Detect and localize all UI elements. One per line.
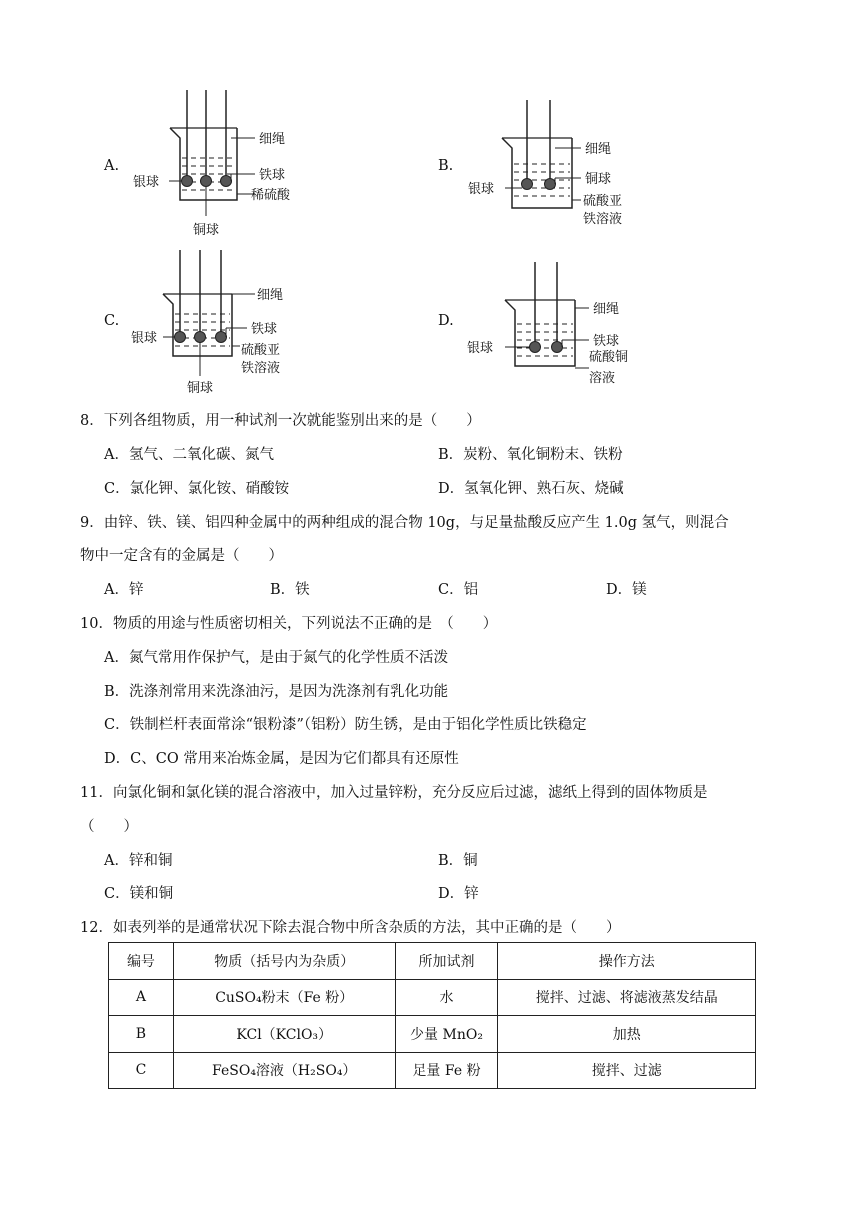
q7-option-b-label[interactable]: B. bbox=[438, 158, 454, 174]
q8-option-c[interactable]: C．氯化钾、氯化铵、硝酸铵 bbox=[104, 481, 290, 497]
q10-stem: 10．物质的用途与性质密切相关，下列说法不正确的是 （ ） bbox=[80, 616, 498, 632]
table-header-cell: 操作方法 bbox=[498, 943, 756, 980]
table-header-cell: 物质（括号内为杂质） bbox=[173, 943, 395, 980]
table-header-cell: 编号 bbox=[109, 943, 174, 980]
q7c-fig-label-copper: 铜球 bbox=[187, 381, 214, 396]
table-row bbox=[109, 1016, 756, 1053]
table-header-row bbox=[109, 943, 756, 980]
q8-stem: 8．下列各组物质，用一种试剂一次就能鉴别出来的是（ ） bbox=[80, 413, 481, 429]
table-row bbox=[109, 1052, 756, 1089]
q9-option-c[interactable]: C．铝 bbox=[438, 582, 479, 598]
q7a-fig-label-string: 细绳 bbox=[259, 132, 286, 147]
q11-option-c[interactable]: C．镁和铜 bbox=[104, 886, 174, 902]
q7c-fig-label-string: 细绳 bbox=[257, 288, 284, 303]
q7a-fig-label-silver: 银球 bbox=[133, 175, 160, 190]
q8-option-b[interactable]: B．炭粉、氧化铜粉末、铁粉 bbox=[438, 447, 623, 463]
q7b-fig-label-silver: 银球 bbox=[468, 182, 495, 197]
q11-option-b[interactable]: B．铜 bbox=[438, 853, 478, 869]
q11-option-a[interactable]: A．锌和铜 bbox=[104, 853, 173, 869]
q10-option-a[interactable]: A．氮气常用作保护气，是由于氮气的化学性质不活泼 bbox=[104, 650, 448, 666]
q9-stem-line1: 9．由锌、铁、镁、铝四种金属中的两种组成的混合物 10g，与足量盐酸反应产生 1.0g 氢气，则混合 bbox=[80, 515, 729, 531]
q7c-fig-label-solution1: 硫酸亚 bbox=[241, 343, 281, 358]
q9-stem-line2: 物中一定含有的金属是（ ） bbox=[80, 548, 283, 564]
q7-option-c-label[interactable]: C. bbox=[104, 313, 120, 329]
q11-option-d[interactable]: D．锌 bbox=[438, 886, 479, 902]
table-cell: 搅拌、过滤、将滤液蒸发结晶 bbox=[498, 979, 756, 1016]
q9-option-b[interactable]: B．铁 bbox=[270, 582, 310, 598]
q7d-fig-label-silver: 银球 bbox=[467, 341, 494, 356]
table-cell: 足量 Fe 粉 bbox=[395, 1052, 498, 1089]
q12-table bbox=[108, 942, 756, 1089]
table-cell: KCl（KClO₃） bbox=[173, 1016, 395, 1053]
q7-figure-b bbox=[465, 96, 655, 240]
table-header-cell: 所加试剂 bbox=[395, 943, 498, 980]
table-cell: 加热 bbox=[498, 1016, 756, 1053]
table-cell: 少量 MnO₂ bbox=[395, 1016, 498, 1053]
table-row bbox=[109, 979, 756, 1016]
q7d-fig-label-solution2: 溶液 bbox=[589, 371, 616, 386]
q7d-fig-label-iron: 铁球 bbox=[593, 334, 620, 349]
q7c-fig-label-solution2: 铁溶液 bbox=[241, 361, 281, 376]
q9-option-a[interactable]: A．锌 bbox=[104, 582, 144, 598]
q12-stem: 12．如表列举的是通常状况下除去混合物中所含杂质的方法，其中正确的是（ ） bbox=[80, 920, 621, 936]
table-cell: B bbox=[109, 1016, 174, 1053]
table-cell: FeSO₄溶液（H₂SO₄） bbox=[173, 1052, 395, 1089]
q7-figure-c bbox=[125, 248, 315, 402]
q7c-fig-label-iron: 铁球 bbox=[251, 322, 278, 337]
q7-option-d-label[interactable]: D. bbox=[438, 313, 454, 329]
q7a-fig-label-acid: 稀硫酸 bbox=[251, 188, 291, 203]
q7a-fig-label-copper: 铜球 bbox=[193, 223, 220, 238]
q7-option-a-label[interactable]: A. bbox=[104, 158, 120, 174]
q7b-fig-label-string: 细绳 bbox=[585, 142, 612, 157]
q11-stem-line1: 11．向氯化铜和氯化镁的混合溶液中，加入过量锌粉，充分反应后过滤，滤纸上得到的固体物质是 bbox=[80, 785, 708, 801]
table-cell: 水 bbox=[395, 979, 498, 1016]
q7b-fig-label-solution1: 硫酸亚 bbox=[583, 194, 623, 209]
q7d-fig-label-string: 细绳 bbox=[593, 302, 620, 317]
table-cell: 搅拌、过滤 bbox=[498, 1052, 756, 1089]
q7-figure-a bbox=[125, 88, 315, 244]
q7b-fig-label-solution2: 铁溶液 bbox=[583, 212, 623, 227]
q10-option-d[interactable]: D．C、CO 常用来冶炼金属，是因为它们都具有还原性 bbox=[104, 751, 459, 767]
q7c-fig-label-silver: 银球 bbox=[131, 331, 158, 346]
table-cell: C bbox=[109, 1052, 174, 1089]
q7-figure-d bbox=[465, 258, 665, 392]
q10-option-b[interactable]: B．洗涤剂常用来洗涤油污，是因为洗涤剂有乳化功能 bbox=[104, 684, 449, 700]
table-cell: CuSO₄粉末（Fe 粉） bbox=[173, 979, 395, 1016]
q7b-fig-label-copper: 铜球 bbox=[585, 172, 612, 187]
q11-stem-line2: （ ） bbox=[80, 819, 138, 835]
q7a-fig-label-iron: 铁球 bbox=[259, 168, 286, 183]
q9-option-d[interactable]: D．镁 bbox=[606, 582, 647, 598]
q7d-fig-label-solution1: 硫酸铜 bbox=[589, 350, 629, 365]
table-cell: A bbox=[109, 979, 174, 1016]
q8-option-d[interactable]: D．氢氧化钾、熟石灰、烧碱 bbox=[438, 481, 624, 497]
q10-option-c[interactable]: C．铁制栏杆表面常涂“银粉漆”（铝粉）防生锈，是由于铝化学性质比铁稳定 bbox=[104, 717, 587, 733]
q8-option-a[interactable]: A．氢气、二氧化碳、氮气 bbox=[104, 447, 274, 463]
